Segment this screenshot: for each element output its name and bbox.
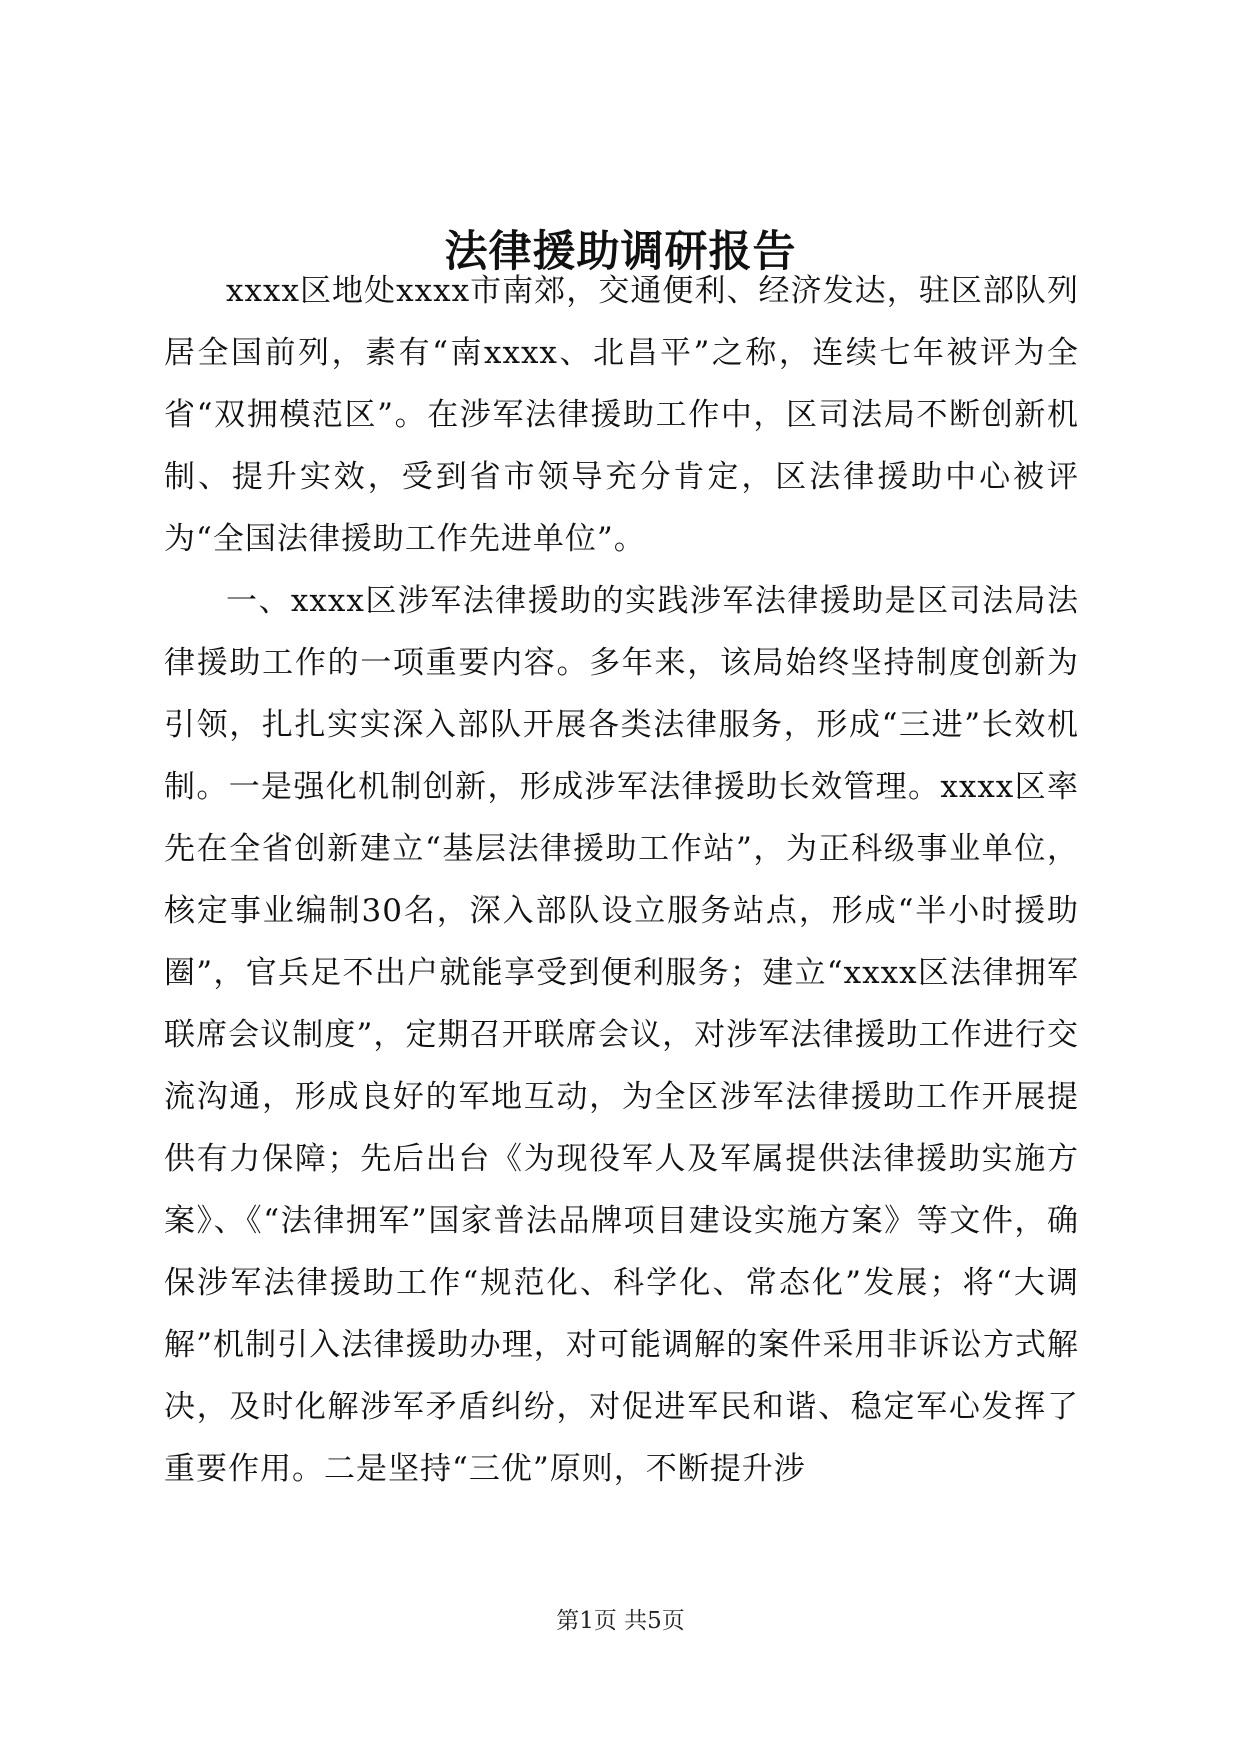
page-number-footer: 第1页 共5页 xyxy=(556,1608,685,1634)
paragraph-intro: xxxx区地处xxxx市南郊，交通便利、经济发达，驻区部队列居全国前列，素有“南xxxx、北昌平”之称，连续七年被评为全省“双拥模范区”。在涉军法律援助工作中，区司法局不断创新机制、提升实效，受到省市领导充分肯定，区法律援助中心被评为“全国法律援助工作先进单位”。 xyxy=(164,273,1079,557)
document-body xyxy=(164,260,1079,1500)
document-title: 法律援助调研报告 xyxy=(444,227,797,277)
paragraph-section-one: 一、xxxx区涉军法律援助的实践涉军法律援助是区司法局法律援助工作的一项重要内容。多年来，该局始终坚持制度创新为引领，扎扎实实深入部队开展各类法律服务，形成“三进”长效机制。一是强化机制创新，形成涉军法律援助长效管理。xxxx区率先在全省创新建立“基层法律援助工作站”，为正科级事业单位，核定事业编制30名，深入部队设立服务站点，形成“半小时援助圈”，官兵足不出户就能享受到便利服务；建立“xxxx区法律拥军联席会议制度”，定期召开联席会议，对涉军法律援助工作进行交流沟通，形成良好的军地互动，为全区涉军法律援助工作开展提供有力保障；先后出台《为现役军人及军属提供法律援助实施方案》、《“法律拥军”国家普法品牌项目建设实施方案》等文件，确保涉军法律援助工作“规范化、科学化、常态化”发展；将“大调解”机制引入法律援助办理，对可能调解的案件采用非诉讼方式解决，及时化解涉军矛盾纠纷，对促进军民和谐、稳定军心发挥了重要作用。二是坚持“三优”原则，不断提升涉 xyxy=(164,583,1079,1487)
